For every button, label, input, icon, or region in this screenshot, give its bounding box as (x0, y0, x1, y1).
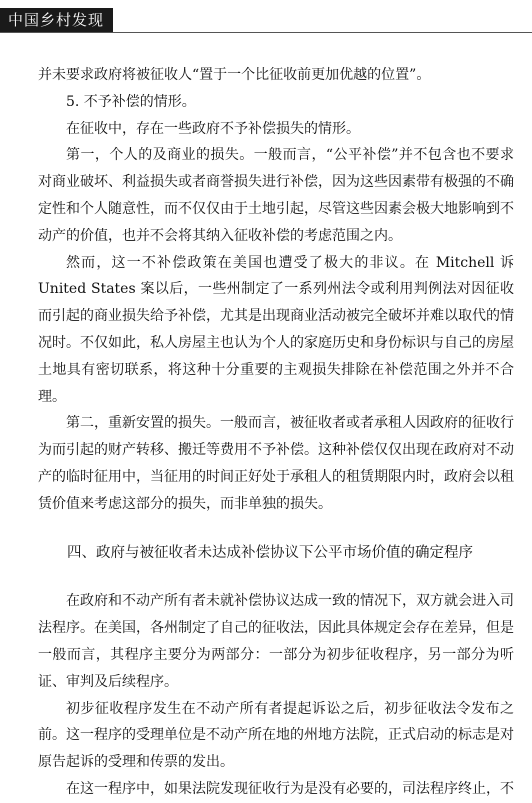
paragraph-continuation: 并未要求政府将被征收人“置于一个比征收前更加优越的位置”。 (38, 67, 431, 83)
paragraph-personal-loss: 第一，个人的及商业的损失。一般而言，“公平补偿”并不包含也不要求对商业破坏、利益损失或者商誉损失进行补偿，因为这些因素带有极强的不确定性和个人随意性，而不仅仅由于土地引起，尽管这些因素会极大地影响到不动产的价值，也并不会将其纳入征收补偿的考虑范围之内。 (38, 147, 514, 244)
paragraph-court-finding: 在这一程序中，如果法院发现征收行为是没有必要的，司法程序终止，不 (66, 780, 514, 797)
paragraph-preliminary-procedure: 初步征收程序发生在不动产所有者提起诉讼之后，初步征收法令发布之前。这一程序的受理单位是不动产所在地的州地方法院，正式启动的标志是对原告起诉的受理和传票的发出。 (38, 700, 514, 771)
paragraph-judicial-procedure: 在政府和不动产所有者未就补偿协议达成一致的情况下，双方就会进入司法程序。在美国，各州制定了自己的征收法，因此具体规定会存在差异，但是一般而言，其程序主要分为两部分：一部分为初步征收程序，另一部分为听证、审判及后续程序。 (38, 593, 514, 690)
paragraph-relocation-loss: 第二，重新安置的损失。一般而言，被征收者或者承租人因政府的征收行为而引起的财产转移、搬迁等费用不予补偿。这种补偿仅仅出现在政府对不动产的临时征用中，当征用的时间正好处于承租人的租赁期限内时，政府会以租赁价值来考虑这部分的损失，而非单独的损失。 (38, 415, 514, 512)
paragraph-criticism: 然而，这一不补偿政策在美国也遭受了极大的非议。在 Mitchell 诉 United States 案以后，一些州制定了一系列州法令或利用判例法对因征收而引起的商业损失给予补偿，尤其是出现商业活动被完全破坏并难以取代的情况时。不仅如此，私人房屋主也认为个人的家庭历史和身份标识与自己的房屋土地具有密切联系，将这种十分重要的主观损失排除在补偿范围之外并不合理。 (38, 254, 514, 405)
header-divider (0, 32, 532, 33)
document-body (38, 62, 514, 803)
paragraph-intro: 在征收中，存在一些政府不予补偿损失的情形。 (66, 120, 360, 137)
page-header-label: 中国乡村发现 (0, 8, 113, 32)
subsection-title: 5. 不予补偿的情形。 (66, 93, 196, 110)
section-heading: 四、政府与被征收者未达成补偿协议下公平市场价值的确定程序 (67, 544, 473, 561)
